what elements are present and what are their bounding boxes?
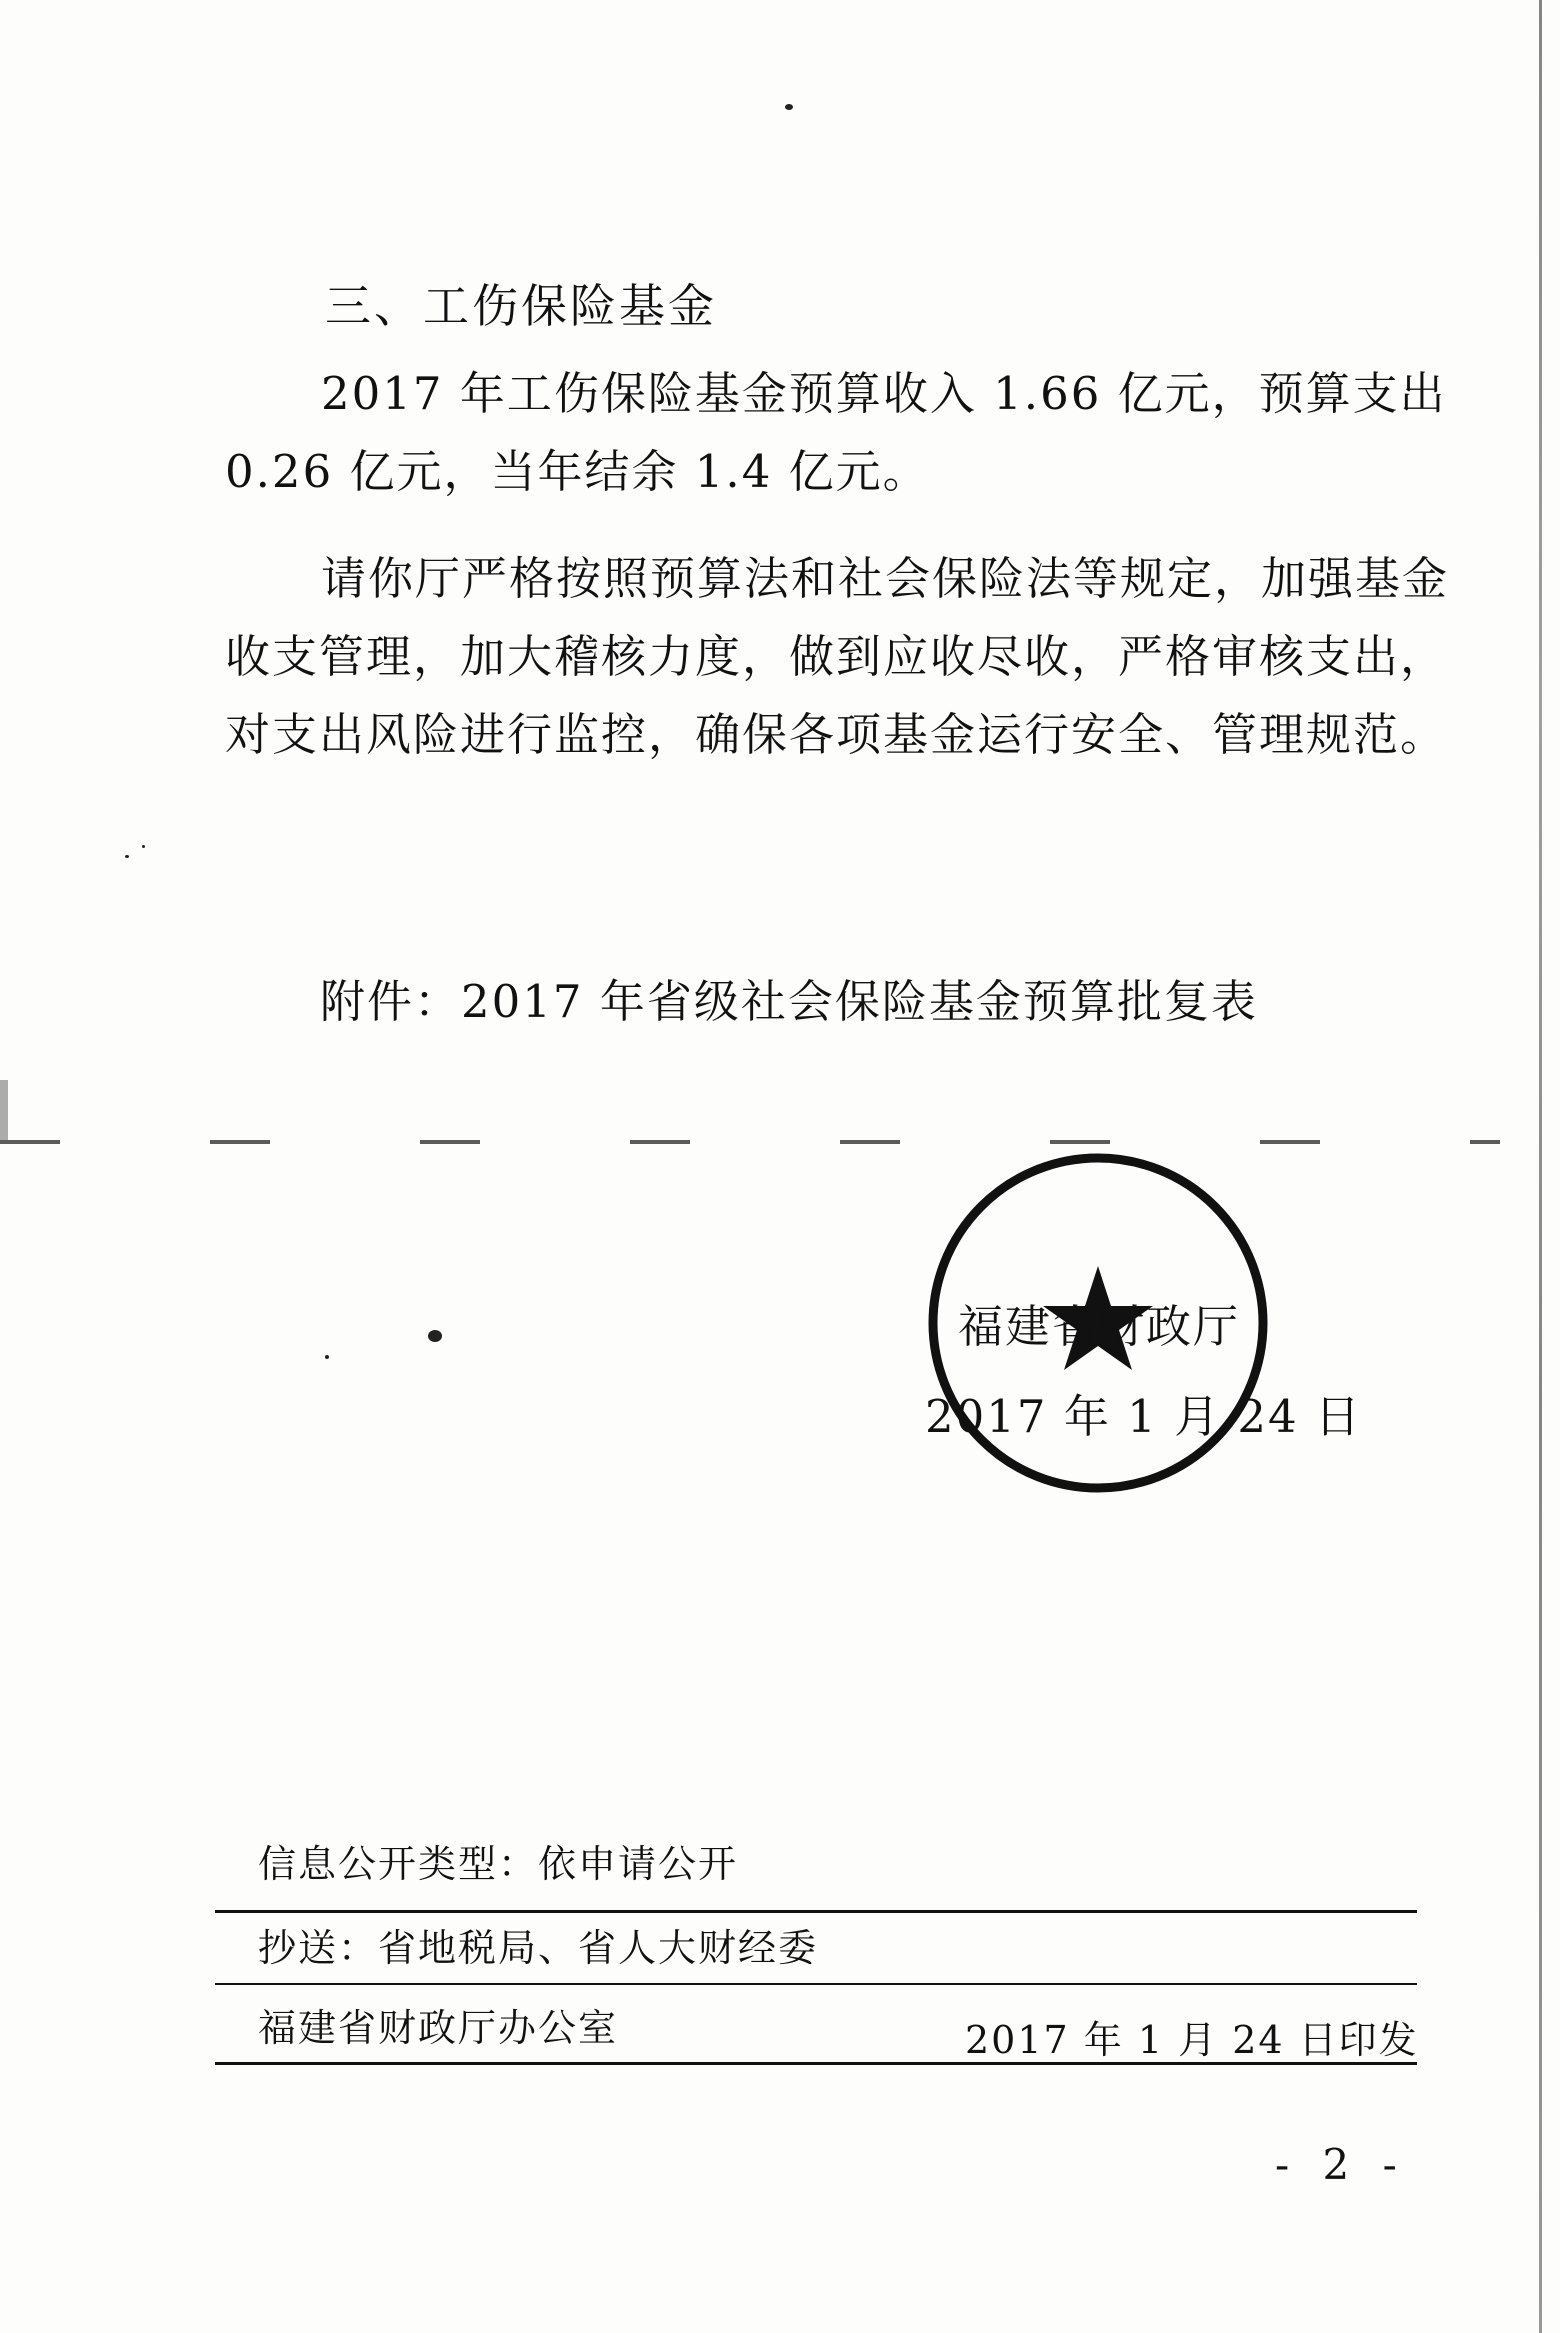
paragraph-management-requirements: 请你厅严格按照预算法和社会保险法等规定，加强基金收支管理，加大稽核力度，做到应收尽收，严格审核支出，对支出风险进行监控，确保各项基金运行安全、管理规范。 bbox=[225, 552, 1450, 761]
section-heading: 三、工伤保险基金 bbox=[325, 279, 717, 333]
footer-rule-bottom bbox=[215, 2062, 1417, 2065]
signature-organization: 福建省财政厅 bbox=[958, 1300, 1241, 1353]
scan-speck bbox=[142, 845, 145, 848]
disclosure-type: 信息公开类型：依申请公开 bbox=[258, 1842, 739, 1886]
scan-edge-left bbox=[0, 1080, 8, 1140]
issue-date: 2017 年 1 月 24 日印发 bbox=[965, 2018, 1419, 2062]
page-number: - 2 - bbox=[1275, 2140, 1407, 2189]
issuing-office: 福建省财政厅办公室 bbox=[258, 2006, 619, 2050]
paragraph-injury-insurance-budget: 2017 年工伤保险基金预算收入 1.66 亿元，预算支出 0.26 亿元，当年结余 1.4 亿元。 bbox=[225, 367, 1447, 498]
scan-speck bbox=[125, 855, 129, 858]
scan-dash-line bbox=[0, 1140, 1500, 1144]
scan-edge-right bbox=[1539, 0, 1542, 2333]
scan-speck bbox=[325, 1355, 329, 1359]
signature-date: 2017 年 1 月 24 日 bbox=[925, 1390, 1362, 1443]
cc-recipients: 抄送：省地税局、省人大财经委 bbox=[258, 1926, 819, 1970]
attachment-line: 附件：2017 年省级社会保险基金预算批复表 bbox=[320, 975, 1258, 1028]
scan-speck bbox=[428, 1330, 442, 1342]
footer-rule-top bbox=[215, 1910, 1417, 1913]
scan-speck bbox=[785, 104, 793, 110]
footer-rule-middle bbox=[215, 1983, 1417, 1985]
